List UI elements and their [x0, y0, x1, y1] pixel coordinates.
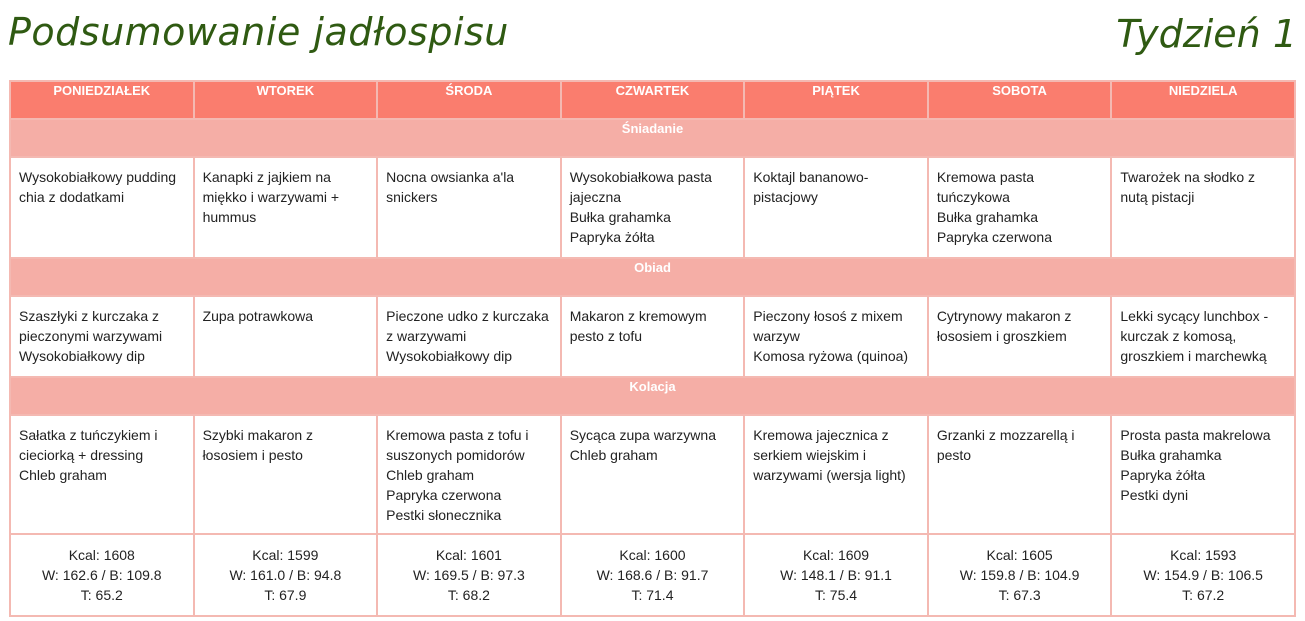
lunch-cell	[744, 296, 928, 377]
nutrition-kcal: Kcal: 1605	[986, 547, 1053, 563]
nutrition-wb: W: 161.0 / B: 94.8	[229, 567, 342, 583]
dinner-cell	[744, 415, 928, 534]
nutrition-t: T: 67.9	[264, 587, 307, 603]
breakfast-cell	[561, 157, 745, 258]
day-header-friday: PIĄTEK	[744, 81, 928, 119]
nutrition-wb: W: 162.6 / B: 109.8	[41, 567, 162, 583]
nutrition-wb: W: 168.6 / B: 91.7	[596, 567, 709, 583]
meal-item: Kremowa jajecznica z serkiem wiejskim i warzywami (wersja light)	[753, 427, 906, 483]
breakfast-cell	[10, 157, 194, 258]
meal-item: Wysokobiałkowy dip	[386, 348, 513, 364]
dinner-cell	[194, 415, 378, 534]
day-header-wednesday: ŚRODA	[377, 81, 561, 119]
lunch-cell	[561, 296, 745, 377]
meal-item: Chleb graham	[386, 467, 475, 483]
dinner-cell	[1111, 415, 1295, 534]
meal-item: Zupa potrawkowa	[202, 308, 314, 324]
meal-plan-table	[9, 80, 1296, 617]
page-title: Podsumowanie jadłospisu	[8, 10, 509, 54]
lunch-cell	[1111, 296, 1295, 377]
breakfast-cell	[928, 157, 1112, 258]
nutrition-summary-cell	[744, 534, 928, 616]
meal-item: Prosta pasta makrelowa	[1120, 427, 1271, 443]
nutrition-kcal: Kcal: 1600	[619, 547, 686, 563]
nutrition-t: T: 75.4	[815, 587, 858, 603]
nutrition-wb: W: 154.9 / B: 106.5	[1143, 567, 1263, 583]
nutrition-kcal: Kcal: 1608	[68, 547, 135, 563]
nutrition-summary-cell	[10, 534, 194, 616]
nutrition-t: T: 65.2	[80, 587, 123, 603]
meal-item: Bułka grahamka	[936, 209, 1038, 225]
meal-item: Bułka grahamka	[1120, 447, 1222, 463]
nutrition-kcal: Kcal: 1601	[435, 547, 502, 563]
meal-item: Pieczony łosoś z mixem warzyw	[753, 308, 903, 344]
meal-label-breakfast: Śniadanie	[10, 119, 1295, 157]
day-header-monday: PONIEDZIAŁEK	[10, 81, 194, 119]
meal-item: Pieczone udko z kurczaka z warzywami	[386, 308, 549, 344]
meal-item: Sałatka z tuńczykiem i cieciorką + dressing	[19, 427, 158, 463]
nutrition-summary-cell	[1111, 534, 1295, 616]
meal-item: Kremowa pasta z tofu i suszonych pomidorów	[386, 427, 529, 463]
breakfast-cell	[194, 157, 378, 258]
meal-item: Grzanki z mozzarellą i pesto	[936, 427, 1075, 463]
nutrition-wb: W: 159.8 / B: 104.9	[959, 567, 1080, 583]
day-header-tuesday: WTOREK	[194, 81, 378, 119]
meal-item: Lekki sycący lunchbox - kurczak z komosą, groszkiem i marchewką	[1120, 308, 1269, 364]
meal-item: Szybki makaron z łososiem i pesto	[202, 427, 314, 463]
nutrition-summary-cell	[561, 534, 745, 616]
meal-item: Wysokobiałkowy dip	[19, 348, 145, 364]
nutrition-wb: W: 148.1 / B: 91.1	[780, 567, 892, 583]
meal-item: Twarożek na słodko z nutą pistacji	[1120, 169, 1255, 205]
dinner-cell	[561, 415, 745, 534]
meal-item: Papryka czerwona	[386, 487, 502, 503]
dinner-cell	[10, 415, 194, 534]
dinner-label-row	[10, 377, 1295, 415]
nutrition-t: T: 71.4	[631, 587, 674, 603]
meal-label-dinner: Kolacja	[10, 377, 1295, 415]
breakfast-cell	[377, 157, 561, 258]
lunch-cell	[194, 296, 378, 377]
meal-item: Wysokobiałkowa pasta jajeczna	[569, 169, 712, 205]
nutrition-summary-cell	[194, 534, 378, 616]
dinner-cell	[377, 415, 561, 534]
meal-item: Chleb graham	[569, 447, 658, 463]
lunch-cell	[10, 296, 194, 377]
nutrition-t: T: 67.3	[998, 587, 1041, 603]
page-header	[0, 0, 1305, 78]
lunch-row	[10, 296, 1295, 377]
meal-item: Szaszłyki z kurczaka z pieczonymi warzywami	[19, 308, 163, 344]
meal-item: Papryka czerwona	[936, 229, 1052, 245]
meal-item: Pestki słonecznika	[386, 507, 502, 523]
day-header-thursday: CZWARTEK	[561, 81, 745, 119]
dinner-cell	[928, 415, 1112, 534]
lunch-label-row	[10, 258, 1295, 296]
breakfast-label-row	[10, 119, 1295, 157]
meal-item: Kanapki z jajkiem na miękko i warzywami + hummus	[202, 169, 340, 225]
meal-item: Cytrynowy makaron z łososiem i groszkiem	[936, 308, 1072, 344]
day-header-row	[10, 81, 1295, 119]
breakfast-row	[10, 157, 1295, 258]
breakfast-cell	[1111, 157, 1295, 258]
meal-item: Nocna owsianka a'la snickers	[386, 169, 515, 205]
lunch-cell	[377, 296, 561, 377]
dinner-row	[10, 415, 1295, 534]
nutrition-kcal: Kcal: 1609	[802, 547, 870, 563]
totals-row	[10, 534, 1295, 616]
day-header-sunday: NIEDZIELA	[1111, 81, 1295, 119]
meal-item: Sycąca zupa warzywna	[569, 427, 716, 443]
week-label: Tydzień 1	[1116, 12, 1297, 56]
meal-item: Papryka żółta	[569, 229, 655, 245]
nutrition-t: T: 67.2	[1182, 587, 1225, 603]
lunch-cell	[928, 296, 1112, 377]
meal-item: Komosa ryżowa (quinoa)	[753, 348, 909, 364]
meal-item: Chleb graham	[19, 467, 107, 483]
day-header-saturday: SOBOTA	[928, 81, 1112, 119]
meal-item: Kremowa pasta tuńczykowa	[936, 169, 1035, 205]
nutrition-t: T: 68.2	[447, 587, 490, 603]
meal-item: Papryka żółta	[1120, 467, 1206, 483]
meal-item: Bułka grahamka	[569, 209, 671, 225]
meal-item: Wysokobiałkowy pudding chia z dodatkami	[19, 169, 177, 205]
nutrition-kcal: Kcal: 1593	[1170, 547, 1237, 563]
breakfast-cell	[744, 157, 928, 258]
nutrition-summary-cell	[377, 534, 561, 616]
nutrition-summary-cell	[928, 534, 1112, 616]
nutrition-wb: W: 169.5 / B: 97.3	[413, 567, 525, 583]
meal-label-lunch: Obiad	[10, 258, 1295, 296]
nutrition-kcal: Kcal: 1599	[252, 547, 319, 563]
meal-item: Makaron z kremowym pesto z tofu	[569, 308, 707, 344]
meal-item: Pestki dyni	[1120, 487, 1189, 503]
meal-item: Koktajl bananowo-pistacjowy	[753, 169, 869, 205]
